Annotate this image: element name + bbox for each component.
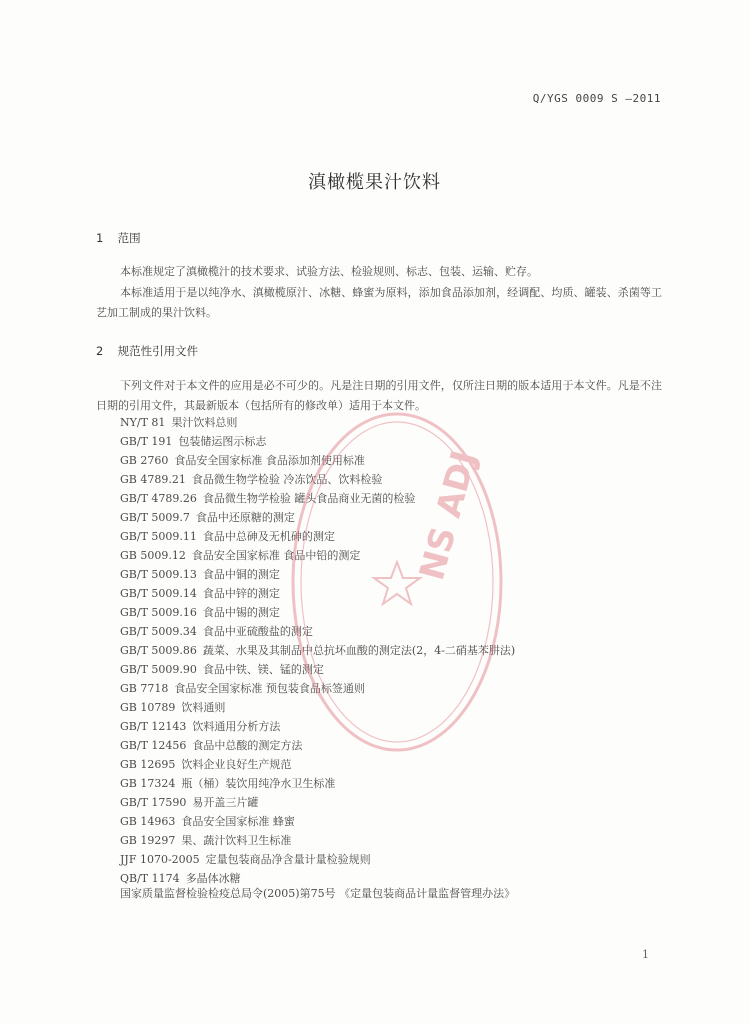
reference-code: GB 5009.12 (120, 549, 186, 562)
reference-title: 果汁饮料总则 (171, 416, 238, 429)
reference-item (120, 622, 660, 641)
reference-code: GB/T 5009.11 (120, 530, 197, 543)
reference-item (120, 812, 660, 831)
section-2-heading (96, 343, 198, 359)
page-number: 1 (642, 948, 649, 961)
reference-item (120, 850, 660, 869)
reference-title: 食品微生物学检验 罐头食品商业无菌的检验 (202, 492, 416, 505)
reference-code: GB/T 5009.7 (120, 511, 190, 524)
reference-title: 多晶体冰糖 (185, 872, 241, 885)
section-1-title: 范围 (117, 231, 141, 245)
reference-code: GB/T 17590 (120, 796, 187, 809)
reference-item (120, 565, 660, 584)
reference-item (120, 584, 660, 603)
reference-item (120, 470, 660, 489)
reference-item (120, 679, 660, 698)
reference-code: GB 7718 (120, 682, 169, 695)
reference-code: GB/T 5009.16 (120, 606, 197, 619)
section-1-paragraph-2: 本标准适用于是以纯净水、滇橄榄原汁、冰糖、蜂蜜为原料，添加食品添加剂，经调配、均质、罐装、杀菌等工艺加工制成的果汁饮料。 (96, 286, 662, 319)
reference-title: 定量包装商品净含量计量检验规则 (205, 853, 371, 866)
reference-title: 食品中总酸的测定方法 (192, 739, 303, 752)
reference-code: GB/T 5009.90 (120, 663, 197, 676)
reference-title: 食品安全国家标准 蜂蜜 (181, 815, 295, 828)
reference-title: 食品安全国家标准 食品中铅的测定 (191, 549, 361, 562)
section-1-heading (96, 230, 141, 246)
reference-item (120, 527, 660, 546)
section-2-title: 规范性引用文件 (117, 344, 199, 358)
reference-title: 食品安全国家标准 食品添加剂使用标准 (174, 454, 365, 467)
reference-code: GB/T 5009.34 (120, 625, 197, 638)
reference-title: 包装储运图示标志 (178, 435, 267, 448)
reference-title: 食品中亚硫酸盐的测定 (202, 625, 313, 638)
reference-title: 易开盖三片罐 (192, 796, 259, 809)
reference-code: QB/T 1174 (120, 872, 180, 885)
reference-code: GB 17324 (120, 777, 176, 790)
reference-code: NY/T 81 (120, 416, 166, 429)
reference-code: GB/T 12143 (120, 720, 187, 733)
reference-title: 饮料企业良好生产规范 (181, 758, 292, 771)
document-title: 滇橄榄果汁饮料 (308, 172, 441, 193)
reference-item (120, 451, 660, 470)
reference-title: 食品中铁、镁、锰的测定 (202, 663, 324, 676)
section-2-number: 2 (96, 344, 104, 358)
reference-code: GB 14963 (120, 815, 176, 828)
reference-item (120, 432, 660, 451)
reference-code: GB/T 191 (120, 435, 173, 448)
seal-text: NS ADJ (412, 446, 485, 585)
reference-title: 饮料通用分析方法 (192, 720, 281, 733)
reference-code: GB/T 4789.26 (120, 492, 197, 505)
reference-code: GB/T 5009.86 (120, 644, 197, 657)
reference-item (120, 698, 660, 717)
reference-title: 果、蔬汁饮料卫生标准 (181, 834, 292, 847)
reference-code: GB 4789.21 (120, 473, 186, 486)
reference-title: 瓶（桶）装饮用纯净水卫生标准 (181, 777, 336, 790)
reference-item (120, 831, 660, 850)
reference-code: JJF 1070-2005 (120, 853, 200, 866)
section-1-number: 1 (96, 231, 104, 245)
reference-item (120, 641, 660, 660)
reference-item (120, 413, 660, 432)
reference-title: 食品中还原糖的测定 (195, 511, 295, 524)
reference-title: 食品微生物学检验 冷冻饮品、饮料检验 (191, 473, 383, 486)
standard-code: Q/YGS 0009 S —2011 (532, 92, 661, 105)
reference-code: GB 2760 (120, 454, 169, 467)
reference-title: 食品中总砷及无机砷的测定 (202, 530, 335, 543)
reference-code: GB/T 5009.13 (120, 568, 197, 581)
reference-title: 食品中锡的测定 (202, 606, 280, 619)
reference-item (120, 755, 660, 774)
reference-title: 饮料通则 (181, 701, 226, 714)
reference-item (120, 736, 660, 755)
section-2-paragraph-1: 下列文件对于本文件的应用是必不可少的。凡是注日期的引用文件，仅所注日期的版本适用于本文件。凡是不注日期的引用文件，其最新版本（包括所有的修改单）适用于本文件。 (96, 379, 662, 412)
reference-code: GB 10789 (120, 701, 176, 714)
reference-item (120, 660, 660, 679)
section-1-paragraph-1: 本标准规定了滇橄榄汁的技术要求、试验方法、检验规则、标志、包装、运输、贮存。 (120, 265, 538, 278)
reference-code: GB/T 12456 (120, 739, 187, 752)
reference-item (120, 774, 660, 793)
reference-list (120, 413, 660, 888)
reference-item (120, 508, 660, 527)
reference-title: 食品中铜的测定 (202, 568, 280, 581)
reference-title: 食品安全国家标准 预包装食品标签通则 (174, 682, 365, 695)
reference-title: 蔬菜、水果及其制品中总抗坏血酸的测定法(2，4-二硝基苯肼法) (202, 644, 516, 657)
reference-title: 食品中锌的测定 (202, 587, 280, 600)
reference-code: GB 12695 (120, 758, 176, 771)
reference-code: GB/T 5009.14 (120, 587, 197, 600)
reference-code: GB 19297 (120, 834, 176, 847)
reference-item (120, 489, 660, 508)
reference-item (120, 717, 660, 736)
reference-item (120, 603, 660, 622)
regulation-reference: 国家质量监督检验检疫总局令(2005)第75号 《定量包装商品计量监督管理办法》 (120, 887, 516, 900)
reference-item (120, 546, 660, 565)
reference-item (120, 793, 660, 812)
